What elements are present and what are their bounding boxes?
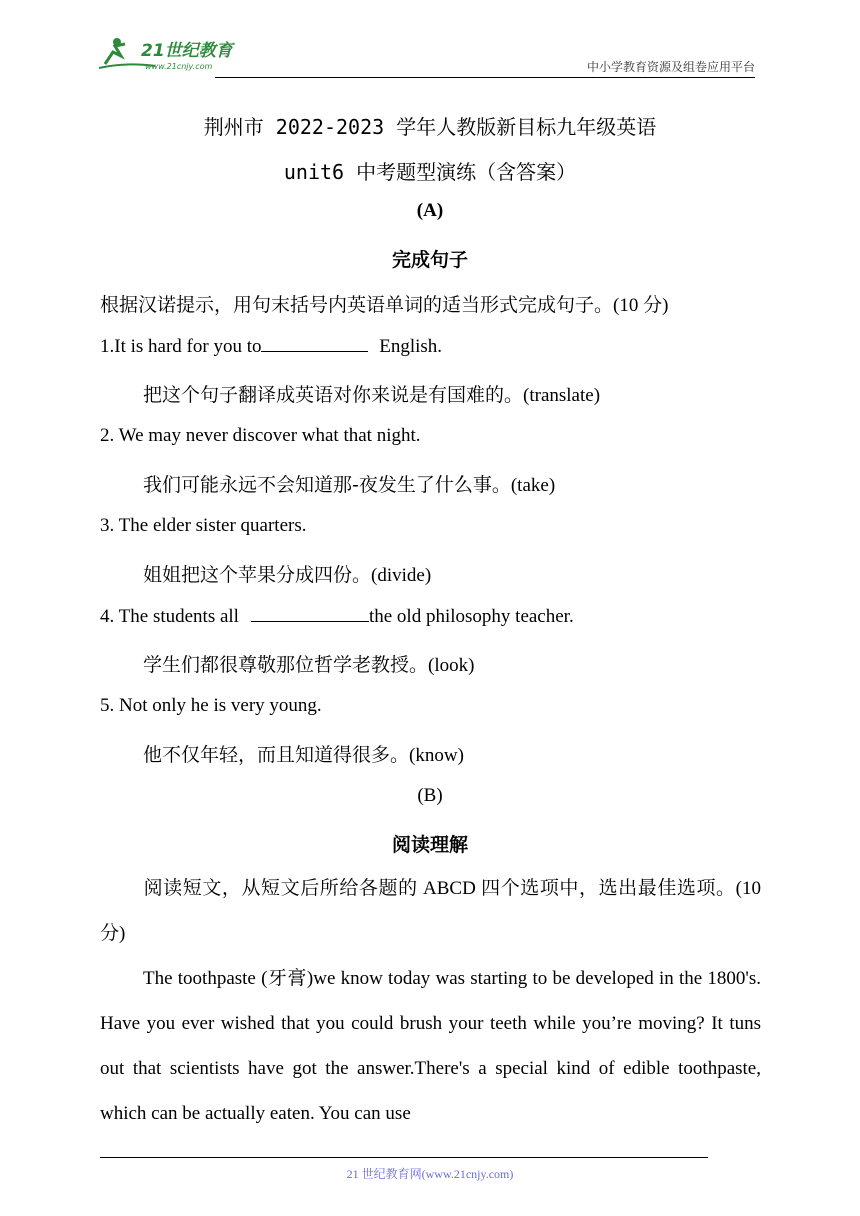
question-5-cn: 他不仅年轻，而且知道得很多。 [143, 744, 410, 766]
question-4-hint [143, 650, 474, 677]
question-3-cn: 姐姐把这个苹果分成四份。 [143, 564, 372, 586]
question-2-hint [143, 470, 555, 497]
question-4-tail: the old philosophy teacher. [368, 606, 574, 627]
part-b-section-title: 阅读理解 [391, 834, 468, 856]
question-3-hint [143, 560, 431, 587]
reading-passage [100, 956, 761, 1136]
passage-start: The toothpaste ( [143, 968, 268, 989]
logo-graphic [95, 34, 265, 74]
doc-title-line2: unit6 中考题型演练（含答案） [283, 160, 577, 184]
passage-cn-gloss: 牙膏 [267, 967, 307, 989]
header-divider [215, 77, 755, 78]
logo-text: 21世纪教育 [141, 41, 233, 61]
doc-title-line1: 荆州市 2022-2023 学年人教版新目标九年级英语 [203, 115, 657, 139]
question-5 [100, 695, 322, 717]
question-1-tail: English. [374, 336, 443, 357]
question-3 [100, 515, 306, 537]
part-a-instruction [100, 290, 668, 317]
question-1-text: 1.It is hard for you to [100, 336, 262, 357]
footer-text: 21 世纪教育网(www.21cnjy.com) [346, 1167, 514, 1181]
question-2-text: 2. We may never discover what that night. [100, 425, 421, 446]
question-5-hint [143, 740, 464, 767]
logo [95, 34, 265, 74]
part-b-instruction-abcd: ABCD [417, 878, 482, 899]
footer-divider [100, 1157, 708, 1158]
answer-blank-1[interactable] [261, 335, 368, 352]
question-3-text: 3. The elder sister quarters. [100, 515, 307, 536]
question-3-word: (divide) [371, 565, 432, 586]
part-b-instruction-score: (10 分) [100, 878, 761, 944]
question-1-hint [143, 380, 600, 407]
answer-blank-4[interactable] [251, 605, 369, 622]
part-b-instruction [100, 866, 761, 956]
part-b-instruction-text: 阅读短文，从短文后所给各题的 [143, 877, 418, 899]
question-2-cn: 我们可能永远不会知道那-夜发生了什么事。 [143, 474, 511, 496]
question-2 [100, 425, 421, 447]
question-2-word: (take) [510, 475, 556, 496]
instruction-text: 根据汉诺提示，用句末括号内英语单词的适当形式完成句子。 [100, 294, 614, 316]
part-b-instruction-text-2: 四个选项中，选出最佳选 [481, 877, 697, 899]
question-1 [100, 335, 442, 358]
platform-label: 中小学教育资源及组卷应用平台 [586, 60, 755, 74]
instruction-score: (10 分) [613, 295, 669, 316]
question-4-word: (look) [428, 655, 475, 676]
question-4-cn: 学生们都很尊敬那位哲学老教授。 [143, 654, 429, 676]
question-4-text: 4. The students all [100, 606, 239, 627]
part-b-label: (B) [417, 785, 443, 806]
passage-body: )we know today was starting to be developed in the 1800's. Have you ever wished that you could brush your teeth while you’re moving? It tuns out that scientists have got the answer.There's a special kind of edible toothpaste, which can be actually eaten. You can use [100, 968, 761, 1124]
part-b-instruction-text-3: 项。 [696, 877, 736, 899]
part-a-label: (A) [416, 200, 444, 221]
question-1-word: (translate) [523, 385, 601, 406]
question-5-text: 5. Not only he is very young. [100, 695, 322, 716]
page-header [95, 30, 755, 78]
question-5-word: (know) [409, 745, 464, 766]
logo-url: www.21cnjy.com [145, 62, 213, 71]
question-1-cn: 把这个句子翻译成英语对你来说是有国难的。 [143, 384, 524, 406]
part-a-section-title: 完成句子 [391, 249, 468, 271]
question-4 [100, 605, 574, 628]
